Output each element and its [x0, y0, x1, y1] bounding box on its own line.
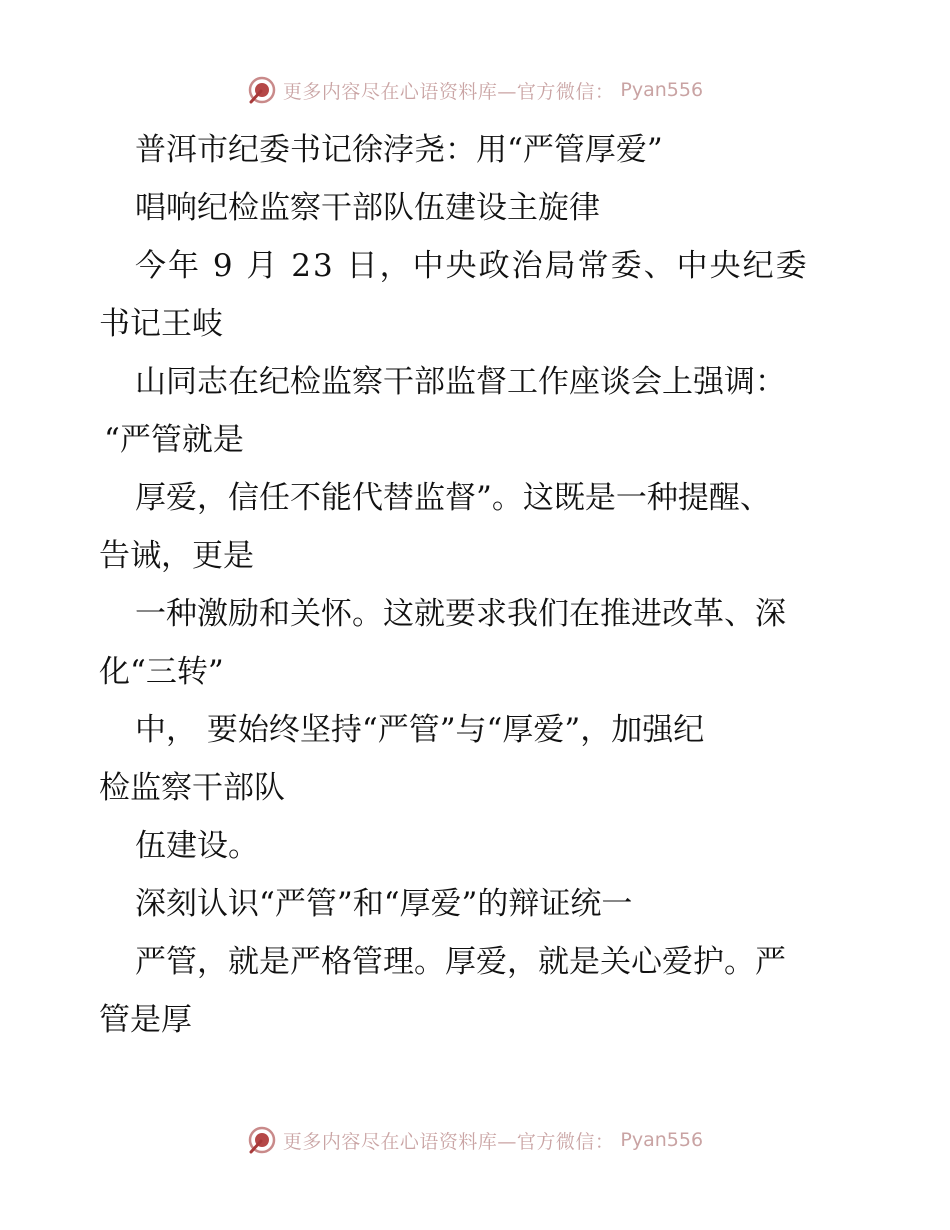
- paragraph-line: 中， 要始终坚持“严管”与“厚爱”，加强纪: [135, 712, 705, 748]
- paragraph-line: 书记王岐: [99, 306, 223, 342]
- watermark-text: 更多内容尽在心语资料库—官方微信：: [282, 1130, 615, 1153]
- title-line-2: 唱响纪检监察干部队伍建设主旋律: [135, 190, 600, 226]
- paragraph-line: 检监察干部队: [99, 770, 285, 806]
- paragraph-line: 化“三转”: [99, 654, 224, 690]
- pen-seal-icon: [247, 75, 277, 105]
- section-heading: 深刻认识“严管”和“厚爱”的辩证统一: [135, 886, 633, 922]
- watermark-text: 更多内容尽在心语资料库—官方微信：: [282, 80, 615, 103]
- title-line-1: 普洱市纪委书记徐浡尧：用“严管厚爱”: [135, 132, 663, 168]
- watermark-handle: Pyan556: [620, 79, 704, 101]
- paragraph-line: 严管，就是严格管理。厚爱，就是关心爱护。严: [135, 944, 786, 980]
- paragraph-line: 告诫，更是: [99, 538, 254, 574]
- paragraph-line: 伍建设。: [135, 828, 259, 864]
- paragraph-line: 一种激励和关怀。这就要求我们在推进改革、深: [135, 596, 786, 632]
- paragraph-line: 厚爱，信任不能代替监督”。这既是一种提醒、: [135, 480, 771, 516]
- pen-seal-icon: [247, 1125, 277, 1155]
- paragraph-line: 山同志在纪检监察干部监督工作座谈会上强调：: [135, 364, 786, 400]
- paragraph-line: 今年 9 月 23 日，中央政治局常委、中央纪委: [135, 248, 809, 284]
- watermark-handle: Pyan556: [620, 1129, 704, 1151]
- header-watermark: [0, 70, 950, 110]
- document-body: [0, 121, 950, 1049]
- paragraph-line: 管是厚: [99, 1002, 192, 1038]
- paragraph-line: “严管就是: [104, 422, 244, 458]
- footer-watermark: [0, 1120, 950, 1160]
